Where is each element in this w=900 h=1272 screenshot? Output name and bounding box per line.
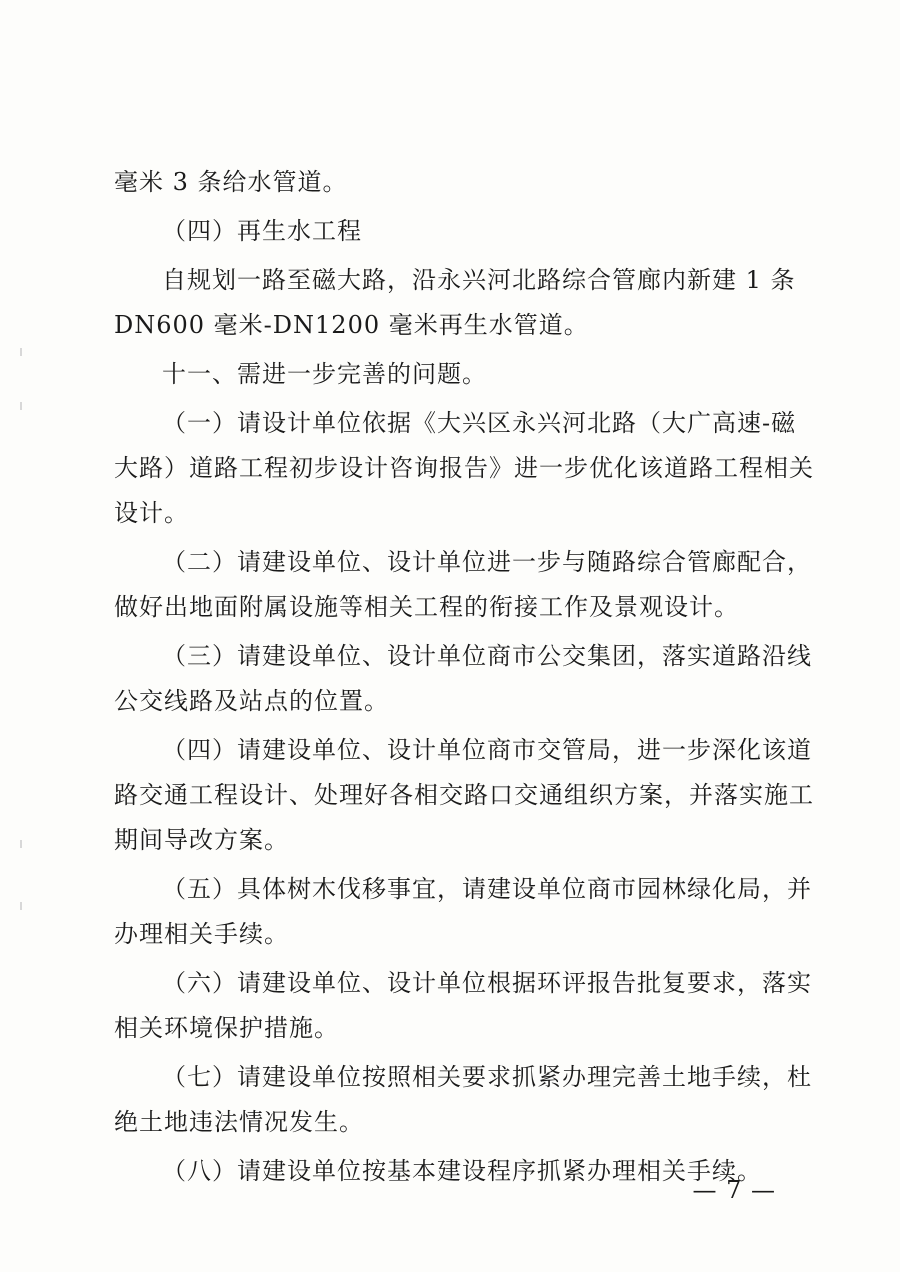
scan-margin-mark <box>20 402 22 410</box>
scan-margin-mark <box>20 348 22 356</box>
paragraph-line: 自规划一路至磁大路，沿永兴河北路综合管廊内新建 1 条 <box>162 266 796 294</box>
body-text <box>114 160 814 1194</box>
list-item-line: 绝土地违法情况发生。 <box>114 1108 364 1136</box>
list-item-line: 相关环境保护措施。 <box>114 1014 339 1042</box>
list-item-line: 做好出地面附属设施等相关工程的衔接工作及景观设计。 <box>114 593 739 621</box>
page-number: — 7 — <box>692 1176 776 1204</box>
list-item-line: 路交通工程设计、处理好各相交路口交通组织方案，并落实施工 <box>114 781 814 809</box>
list-item-line: （二）请建设单位、设计单位进一步与随路综合管廊配合， <box>162 548 812 576</box>
scan-margin-mark <box>20 902 22 910</box>
list-item-line: （七）请建设单位按照相关要求抓紧办理完善土地手续，杜 <box>162 1063 812 1091</box>
list-item-line: （四）请建设单位、设计单位商市交管局，进一步深化该道 <box>162 736 812 764</box>
scan-margin-mark <box>20 840 22 848</box>
paragraph-line: DN600 毫米-DN1200 毫米再生水管道。 <box>114 311 589 339</box>
list-item-line: （六）请建设单位、设计单位根据环评报告批复要求，落实 <box>162 969 812 997</box>
list-item-line: （五）具体树木伐移事宜，请建设单位商市园林绿化局，并 <box>162 875 812 903</box>
list-item-line: （八）请建设单位按基本建设程序抓紧办理相关手续。 <box>162 1157 762 1185</box>
list-item-line: 设计。 <box>114 499 189 527</box>
list-item-line: 办理相关手续。 <box>114 920 289 948</box>
list-item-line: 公交线路及站点的位置。 <box>114 687 389 715</box>
section-heading: （四）再生水工程 <box>162 217 362 245</box>
list-item-line: （三）请建设单位、设计单位商市公交集团，落实道路沿线 <box>162 642 812 670</box>
list-item-line: 大路）道路工程初步设计咨询报告》进一步优化该道路工程相关 <box>114 454 814 482</box>
paragraph-line: 毫米 3 条给水管道。 <box>114 168 348 196</box>
list-item-line: 期间导改方案。 <box>114 826 289 854</box>
chapter-heading: 十一、需进一步完善的问题。 <box>162 360 487 388</box>
list-item-line: （一）请设计单位依据《大兴区永兴河北路（大广高速-磁 <box>162 409 797 437</box>
